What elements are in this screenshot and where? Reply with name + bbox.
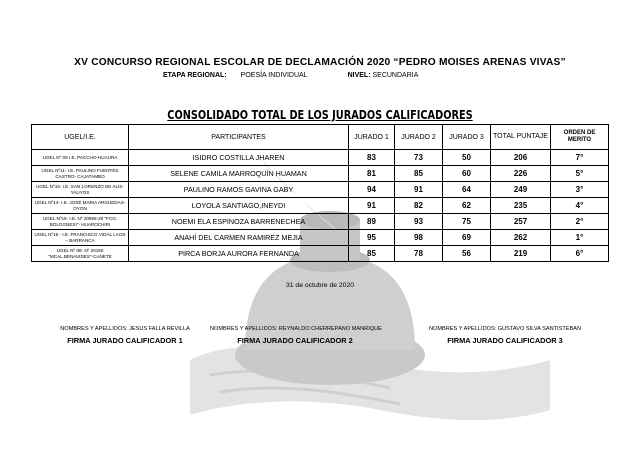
total-score: 249 [491,182,551,198]
col-jury-1: JURADO 1 [349,125,395,150]
col-merit: ORDEN DE MERITO [551,125,609,150]
total-score: 257 [491,214,551,230]
jury-3-score: 62 [443,198,491,214]
ugel-cell: UGEL Nº 08- Nº 20150 "MCAL.BENAVIDES"-CAÑETE [32,246,129,262]
total-score: 235 [491,198,551,214]
participant-cell: ANAHÍ DEL CARMEN RAMIREZ MEJIA [129,230,349,246]
jury-3-score: 75 [443,214,491,230]
total-score: 206 [491,150,551,166]
jury-1-score: 91 [349,198,395,214]
table-row [32,198,609,214]
participant-cell: PIRCA BORJA AURORA FERNANDA [129,246,349,262]
stage-line [163,72,418,79]
jury-1-score: 94 [349,182,395,198]
juror-2-block [210,326,380,345]
juror-2-names: NOMBRES Y APELLIDOS: REYNALDO CHERREPANO MANRIQUE [210,326,382,332]
table-row [32,182,609,198]
ugel-cell: UGEL Nº 09 I.E. PACCHO-HUAURA [32,150,129,166]
merit-rank: 6° [551,246,609,262]
participant-cell: LOYOLA SANTIAGO,INEYDI [129,198,349,214]
juror-1-signature-label: FIRMA JURADO CALIFICADOR 1 [67,336,183,345]
jury-1-score: 81 [349,166,395,182]
participant-cell: PAULINO RAMOS GAVINA GABY [129,182,349,198]
participant-cell: ISIDRO COSTILLA JHAREN [129,150,349,166]
col-jury-2: JURADO 2 [395,125,443,150]
col-jury-3: JURADO 3 [443,125,491,150]
jury-1-score: 89 [349,214,395,230]
ugel-cell: UGEL Nº15- I.E. SAN LORENZO DE ALIS-YAUYOS [32,182,129,198]
merit-rank: 5° [551,166,609,182]
ugel-cell: UGEL Nº15- I.E. Nº 20955-28 "FCO. BOLOGNESI"- HUAROCHIRI [32,214,129,230]
jury-2-score: 85 [395,166,443,182]
jury-3-score: 64 [443,182,491,198]
jury-3-score: 56 [443,246,491,262]
table-header-row [32,125,609,150]
jury-2-score: 82 [395,198,443,214]
document-date: 31 de octubre de 2020 [285,282,355,289]
juror-1-block [40,326,210,345]
juror-3-block [420,326,590,345]
col-total: TOTAL PUNTAJE [491,125,551,150]
jury-1-score: 83 [349,150,395,166]
total-score: 262 [491,230,551,246]
table-row [32,150,609,166]
jury-2-score: 93 [395,214,443,230]
juror-1-names: NOMBRES Y APELLIDOS: JESUS FALLA REVILLA [60,326,190,332]
stage-value: POESÍA INDIVIDUAL [240,72,308,79]
total-score: 226 [491,166,551,182]
ugel-cell: UGEL Nº16 - I.E. FRANCISCO VIDAL LAOS – BARRANCA [32,230,129,246]
merit-rank: 4° [551,198,609,214]
jury-1-score: 85 [349,246,395,262]
stage-label: ETAPA REGIONAL: [163,72,227,79]
table-row [32,166,609,182]
table-row [32,230,609,246]
table-heading: CONSOLIDADO TOTAL DE LOS JURADOS CALIFICADORES [167,107,473,122]
col-ugel: UGEL/I.E. [32,125,129,150]
merit-rank: 2° [551,214,609,230]
jury-2-score: 78 [395,246,443,262]
participant-cell: NOEMI ELA ESPINOZA BARRENECHEA [129,214,349,230]
merit-rank: 1° [551,230,609,246]
jury-3-score: 50 [443,150,491,166]
contest-title: XV CONCURSO REGIONAL ESCOLAR DE DECLAMACIÓN 2020 “PEDRO MOISES ARENAS VIVAS” [74,57,566,68]
total-score: 219 [491,246,551,262]
merit-rank: 3° [551,182,609,198]
jury-2-score: 98 [395,230,443,246]
jury-1-score: 95 [349,230,395,246]
juror-3-signature-label: FIRMA JURADO CALIFICADOR 3 [447,336,563,345]
jury-3-score: 69 [443,230,491,246]
juror-2-signature-label: FIRMA JURADO CALIFICADOR 2 [237,336,353,345]
jury-3-score: 60 [443,166,491,182]
ugel-cell: UGEL Nº11- I.E. PAULINO FUENTES CASTRO- CAJATAMBO [32,166,129,182]
juror-3-names: NOMBRES Y APELLIDOS: GUSTAVO SILVA SANTISTEBAN [428,326,581,332]
participant-cell: SELENE CAMILA MARROQUÍN HUAMAN [129,166,349,182]
merit-rank: 7° [551,150,609,166]
jury-2-score: 91 [395,182,443,198]
jury-2-score: 73 [395,150,443,166]
table-row [32,246,609,262]
table-row [32,214,609,230]
level-label: NIVEL: [347,72,371,79]
results-table [31,124,609,262]
ugel-cell: UGEL Nº14- I.E. JOSÉ MARIA ARGUEDAS-OYON [32,198,129,214]
col-participants: PARTICIPANTES [129,125,349,150]
level-value: SECUNDARIA [372,72,419,79]
